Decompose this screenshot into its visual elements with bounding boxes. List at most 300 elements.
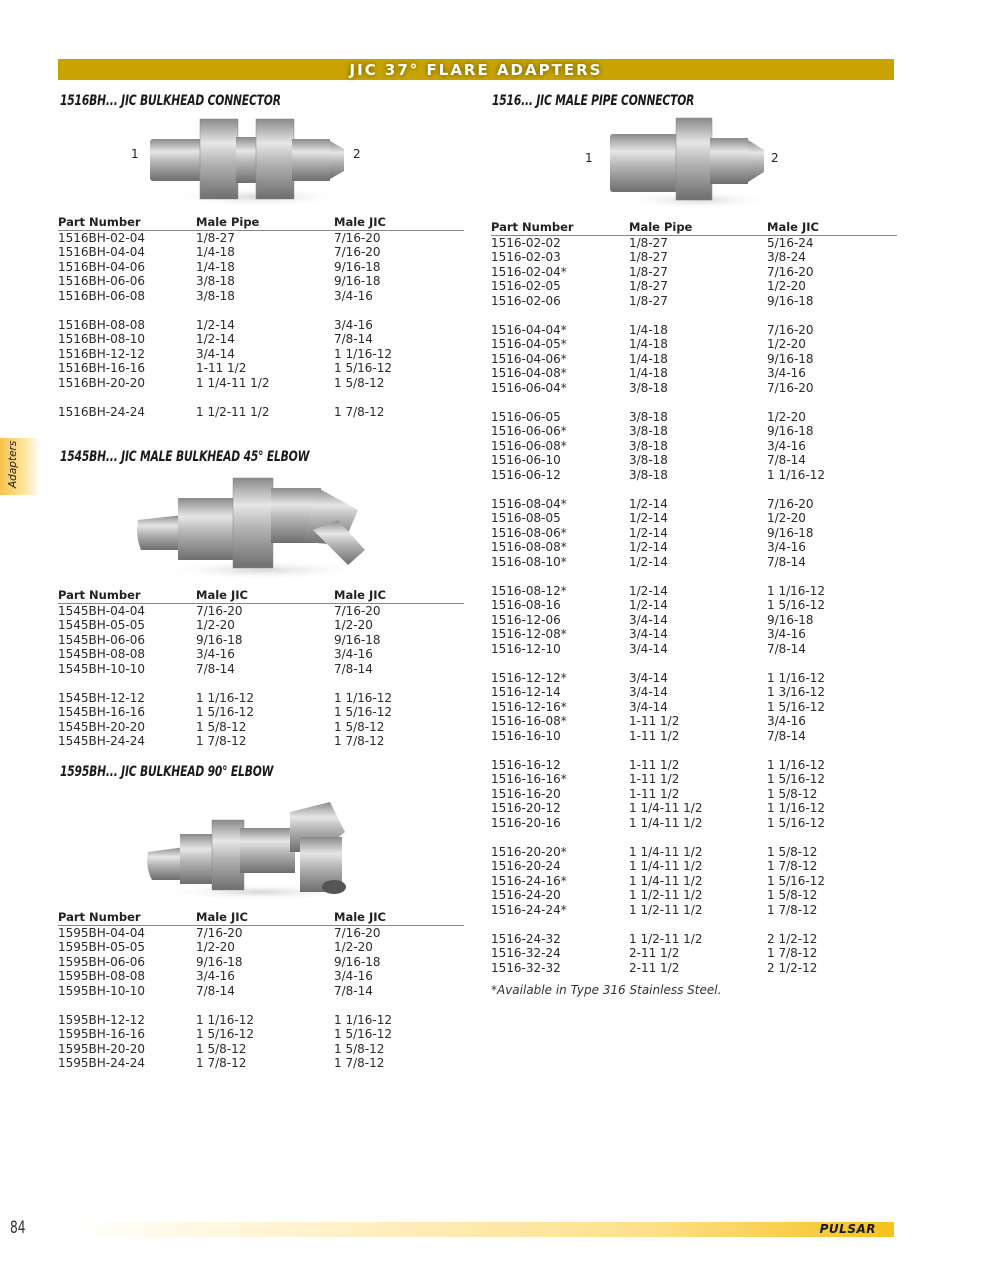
table-row	[58, 662, 464, 677]
size-cell: 1 5/8-12	[334, 1041, 385, 1056]
size-cell: 7/8-14	[196, 661, 235, 676]
part-number-cell: 1516-04-06*	[491, 351, 567, 366]
table-row	[491, 714, 897, 729]
size-cell: 9/16-18	[767, 525, 814, 540]
size-cell: 1-11 1/2	[629, 757, 680, 772]
size-cell: 1/2-20	[767, 409, 806, 424]
size-cell: 1 7/8-12	[334, 404, 385, 419]
part-number-cell: 1595BH-08-08	[58, 969, 145, 983]
size-cell: 1 1/16-12	[196, 1012, 254, 1027]
size-cell: 9/16-18	[334, 954, 381, 969]
table-row	[491, 235, 897, 250]
size-cell: 1 1/16-12	[196, 690, 254, 705]
size-cell: 1 5/16-12	[767, 598, 825, 612]
table-row	[491, 859, 897, 874]
part-number-cell: 1516-20-24	[491, 859, 561, 873]
table-row	[491, 758, 897, 773]
column-header-male-pipe: Male Pipe	[196, 215, 334, 230]
group-spacer	[491, 743, 897, 758]
table-row	[58, 691, 464, 706]
size-cell: 1/2-14	[629, 511, 668, 525]
size-cell: 3/4-14	[629, 699, 668, 714]
size-cell: 3/8-24	[767, 250, 806, 264]
table-row	[58, 633, 464, 648]
size-cell: 1 5/16-12	[334, 361, 392, 375]
part-number-cell: 1516-20-16	[491, 815, 561, 830]
brand-logo: PULSAR	[819, 1222, 876, 1236]
size-cell: 1 1/16-12	[767, 670, 825, 685]
table-body	[58, 230, 464, 419]
table-row	[491, 424, 897, 439]
part-number-cell: 1516-32-32	[491, 960, 561, 975]
size-cell: 7/16-20	[196, 603, 243, 618]
table-row	[58, 245, 464, 260]
size-cell: 9/16-18	[767, 612, 814, 627]
part-number-cell: 1516-12-08*	[491, 627, 567, 641]
part-number-cell: 1545BH-16-16	[58, 705, 145, 719]
stainless-footnote: *Available in Type 316 Stainless Steel.	[491, 983, 722, 997]
group-spacer	[491, 308, 897, 323]
part-number-cell: 1516-12-10	[491, 641, 561, 656]
part-number-cell: 1516BH-08-08	[58, 317, 145, 332]
group-spacer	[58, 676, 464, 691]
size-cell: 1/2-14	[196, 332, 235, 346]
part-number-cell: 1595BH-10-10	[58, 983, 145, 998]
size-cell: 1/4-18	[629, 366, 668, 380]
size-cell: 1 5/8-12	[334, 375, 385, 390]
table-row	[58, 603, 464, 618]
size-cell: 1 5/8-12	[196, 719, 247, 734]
size-cell: 2 1/2-12	[767, 931, 818, 946]
page-title: JIC 37° FLARE ADAPTERS	[349, 60, 603, 79]
part-number-cell: 1516-12-14	[491, 685, 561, 699]
size-cell: 1 5/8-12	[767, 786, 818, 801]
size-cell: 1 7/8-12	[767, 859, 818, 873]
part-number-cell: 1516BH-20-20	[58, 375, 145, 390]
size-cell: 1/8-27	[629, 293, 668, 308]
table-row	[58, 618, 464, 633]
part-number-cell: 1516BH-04-06	[58, 259, 145, 274]
group-spacer	[58, 303, 464, 318]
size-cell: 1/8-27	[629, 264, 668, 279]
part-number-cell: 1516-06-12	[491, 467, 561, 482]
size-cell: 1 1/2-11 1/2	[629, 931, 703, 946]
table-row	[491, 584, 897, 599]
size-cell: 3/4-16	[767, 714, 806, 728]
size-cell: 3/8-18	[629, 409, 668, 424]
section-title-1516bh: 1516BH... JIC BULKHEAD CONNECTOR	[60, 93, 281, 109]
part-number-cell: 1516-06-10	[491, 453, 561, 467]
table-row	[491, 337, 897, 352]
group-spacer	[491, 656, 897, 671]
part-number-cell: 1516-06-08*	[491, 438, 567, 453]
size-cell: 1 1/4-11 1/2	[196, 375, 270, 390]
bulkhead-45-elbow-image	[133, 470, 373, 585]
part-number-cell: 1516-16-08*	[491, 714, 567, 728]
size-cell: 1 1/16-12	[767, 801, 825, 815]
part-number-cell: 1516BH-24-24	[58, 404, 145, 419]
part-number-cell: 1516BH-04-04	[58, 245, 145, 259]
table-row	[491, 352, 897, 367]
size-cell: 7/16-20	[334, 245, 381, 259]
size-cell: 1/8-27	[629, 235, 668, 250]
size-cell: 1/4-18	[196, 245, 235, 259]
size-cell: 1-11 1/2	[629, 772, 680, 786]
table-row	[58, 274, 464, 289]
size-cell: 7/8-14	[767, 641, 806, 656]
size-cell: 3/4-16	[767, 366, 806, 380]
column-header-male-pipe: Male Pipe	[629, 220, 767, 235]
table-row	[491, 526, 897, 541]
table-row	[58, 361, 464, 376]
table-row	[58, 734, 464, 749]
size-cell: 3/4-16	[767, 540, 806, 554]
size-cell: 7/8-14	[334, 983, 373, 998]
size-cell: 9/16-18	[767, 424, 814, 438]
part-number-cell: 1516-16-16*	[491, 772, 567, 786]
bulkhead-connector-image	[148, 115, 348, 210]
table-row	[491, 772, 897, 787]
column-header-part-number: Part Number	[58, 588, 196, 603]
table-row	[491, 250, 897, 265]
size-cell: 1/2-20	[767, 279, 806, 293]
part-number-cell: 1516-16-10	[491, 728, 561, 743]
group-spacer	[491, 830, 897, 845]
part-number-cell: 1545BH-05-05	[58, 618, 145, 632]
column-header-part-number: Part Number	[491, 220, 629, 235]
part-number-cell: 1516-04-04*	[491, 322, 567, 337]
part-number-cell: 1595BH-06-06	[58, 954, 145, 969]
part-number-cell: 1516BH-12-12	[58, 346, 145, 361]
table-row	[491, 845, 897, 860]
size-cell: 1 1/4-11 1/2	[629, 873, 703, 888]
table-row	[491, 613, 897, 628]
size-cell: 3/8-18	[629, 424, 668, 438]
table-row	[58, 260, 464, 275]
size-cell: 1 5/8-12	[334, 719, 385, 734]
size-cell: 1/4-18	[629, 322, 668, 337]
size-cell: 1/2-20	[767, 511, 806, 525]
table-row	[491, 598, 897, 613]
bulkhead-90-elbow-image	[140, 792, 365, 904]
parts-table-1595bh	[58, 910, 464, 1071]
size-cell: 3/4-16	[334, 288, 373, 303]
size-cell: 2-11 1/2	[629, 946, 680, 960]
size-cell: 1/2-14	[629, 583, 668, 598]
size-cell: 9/16-18	[767, 351, 814, 366]
part-number-cell: 1516-02-04*	[491, 264, 567, 279]
size-cell: 9/16-18	[334, 632, 381, 647]
part-number-cell: 1545BH-08-08	[58, 647, 145, 661]
table-row	[491, 642, 897, 657]
table-row	[491, 874, 897, 889]
size-cell: 5/16-24	[767, 235, 814, 250]
table-body	[58, 603, 464, 749]
table-row	[491, 468, 897, 483]
size-cell: 1/2-14	[629, 525, 668, 540]
size-cell: 1 1/4-11 1/2	[629, 801, 703, 815]
table-row	[491, 323, 897, 338]
part-number-cell: 1516-12-06	[491, 612, 561, 627]
table-row	[58, 925, 464, 940]
size-cell: 1 7/8-12	[196, 734, 247, 748]
size-cell: 3/4-14	[629, 641, 668, 656]
table-row	[58, 955, 464, 970]
size-cell: 3/8-18	[196, 288, 235, 303]
size-cell: 7/16-20	[767, 380, 814, 395]
size-cell: 1 1/16-12	[767, 757, 825, 772]
side-tab	[0, 438, 40, 495]
size-cell: 1/2-14	[629, 598, 668, 612]
table-row	[491, 381, 897, 396]
size-cell: 9/16-18	[767, 293, 814, 308]
size-cell: 7/8-14	[196, 983, 235, 998]
section-title-1595bh: 1595BH... JIC BULKHEAD 90° ELBOW	[60, 764, 274, 780]
table-row	[58, 969, 464, 984]
size-cell: 7/8-14	[334, 661, 373, 676]
size-cell: 3/8-18	[196, 274, 235, 288]
size-cell: 7/8-14	[767, 453, 806, 467]
table-row	[58, 230, 464, 245]
part-number-cell: 1516-08-12*	[491, 583, 567, 598]
size-cell: 7/16-20	[334, 925, 381, 940]
size-cell: 1/2-20	[196, 618, 235, 632]
size-cell: 1 5/16-12	[334, 705, 392, 719]
column-header-part-number: Part Number	[58, 215, 196, 230]
part-number-cell: 1516-06-06*	[491, 424, 567, 438]
table-row	[491, 555, 897, 570]
size-cell: 3/4-16	[334, 969, 373, 983]
size-cell: 3/4-16	[767, 438, 806, 453]
size-cell: 1 5/16-12	[767, 815, 825, 830]
size-cell: 7/16-20	[196, 925, 243, 940]
table-row	[491, 265, 897, 280]
part-number-cell: 1516BH-02-04	[58, 230, 145, 245]
part-number-cell: 1516-24-24*	[491, 902, 567, 917]
size-cell: 1/2-14	[629, 496, 668, 511]
size-cell: 1 1/16-12	[767, 467, 825, 482]
table-row	[491, 729, 897, 744]
size-cell: 1/2-14	[629, 540, 668, 554]
size-cell: 3/8-18	[629, 453, 668, 467]
size-cell: 3/4-16	[767, 627, 806, 641]
part-number-cell: 1516-06-04*	[491, 380, 567, 395]
part-number-cell: 1516-08-06*	[491, 525, 567, 540]
part-number-cell: 1516-08-16	[491, 598, 561, 612]
part-number-cell: 1516BH-08-10	[58, 332, 145, 346]
column-header-male-jic: Male JIC	[196, 910, 334, 925]
part-number-cell: 1595BH-24-24	[58, 1056, 145, 1070]
part-number-cell: 1545BH-06-06	[58, 632, 145, 647]
part-number-cell: 1516BH-16-16	[58, 361, 145, 375]
part-number-cell: 1516-08-10*	[491, 554, 567, 569]
size-cell: 7/16-20	[767, 322, 814, 337]
group-spacer	[491, 395, 897, 410]
callout-2: 2	[353, 147, 361, 161]
size-cell: 3/4-14	[629, 670, 668, 685]
part-number-cell: 1516-16-20	[491, 786, 561, 801]
size-cell: 1 1/16-12	[334, 1012, 392, 1027]
table-row	[58, 647, 464, 662]
size-cell: 7/8-14	[767, 554, 806, 569]
size-cell: 3/4-16	[334, 317, 373, 332]
group-spacer	[491, 482, 897, 497]
part-number-cell: 1516-06-05	[491, 409, 561, 424]
part-number-cell: 1595BH-12-12	[58, 1012, 145, 1027]
size-cell: 1 1/4-11 1/2	[629, 815, 703, 830]
size-cell: 3/4-16	[196, 647, 235, 661]
part-number-cell: 1516BH-06-06	[58, 274, 145, 288]
part-number-cell: 1516-08-05	[491, 511, 561, 525]
size-cell: 1 1/2-11 1/2	[629, 902, 703, 917]
size-cell: 3/4-14	[629, 685, 668, 699]
table-row	[58, 318, 464, 333]
size-cell: 1 5/16-12	[767, 699, 825, 714]
size-cell: 1-11 1/2	[629, 714, 680, 728]
group-spacer	[58, 998, 464, 1013]
size-cell: 1 7/8-12	[196, 1056, 247, 1070]
part-number-cell: 1516-24-16*	[491, 873, 567, 888]
size-cell: 1 5/8-12	[196, 1041, 247, 1056]
table-row	[58, 376, 464, 391]
part-number-cell: 1516-12-12*	[491, 670, 567, 685]
table-row	[491, 497, 897, 512]
size-cell: 1/2-20	[767, 337, 806, 351]
parts-table-1516	[491, 220, 897, 975]
group-spacer	[491, 569, 897, 584]
size-cell: 1 5/8-12	[767, 888, 818, 902]
size-cell: 9/16-18	[334, 274, 381, 288]
part-number-cell: 1545BH-20-20	[58, 719, 145, 734]
size-cell: 2 1/2-12	[767, 960, 818, 975]
size-cell: 1/4-18	[629, 351, 668, 366]
size-cell: 1 1/2-11 1/2	[196, 404, 270, 419]
table-row	[491, 787, 897, 802]
size-cell: 1 5/16-12	[334, 1027, 392, 1041]
size-cell: 3/4-14	[629, 612, 668, 627]
side-tab-label: Adapters	[7, 440, 19, 488]
size-cell: 3/8-18	[629, 380, 668, 395]
table-row	[58, 1013, 464, 1028]
size-cell: 9/16-18	[196, 632, 243, 647]
size-cell: 1 7/8-12	[767, 946, 818, 960]
part-number-cell: 1545BH-12-12	[58, 690, 145, 705]
part-number-cell: 1595BH-20-20	[58, 1041, 145, 1056]
page-header-bar	[58, 59, 894, 80]
column-header-male-jic: Male JIC	[196, 588, 334, 603]
column-header-male-jic: Male JIC	[334, 215, 464, 230]
part-number-cell: 1516-20-20*	[491, 844, 567, 859]
group-spacer	[491, 917, 897, 932]
part-number-cell: 1516-04-05*	[491, 337, 567, 351]
size-cell: 1/2-20	[334, 940, 373, 954]
part-number-cell: 1516-08-04*	[491, 496, 567, 511]
table-row	[491, 627, 897, 642]
table-row	[491, 903, 897, 918]
parts-table-1545bh	[58, 588, 464, 749]
part-number-cell: 1545BH-24-24	[58, 734, 145, 748]
size-cell: 1/8-27	[196, 230, 235, 245]
column-header-part-number: Part Number	[58, 910, 196, 925]
part-number-cell: 1516-24-20	[491, 888, 561, 902]
size-cell: 1 1/16-12	[767, 583, 825, 598]
callout-1: 1	[585, 151, 593, 165]
size-cell: 1 7/8-12	[334, 1056, 385, 1070]
size-cell: 1 5/16-12	[196, 1027, 254, 1041]
table-row	[58, 720, 464, 735]
size-cell: 1-11 1/2	[629, 786, 680, 801]
part-number-cell: 1516-02-05	[491, 279, 561, 293]
size-cell: 7/16-20	[334, 603, 381, 618]
size-cell: 7/16-20	[767, 264, 814, 279]
size-cell: 3/8-18	[629, 467, 668, 482]
size-cell: 1 1/4-11 1/2	[629, 859, 703, 873]
size-cell: 1/2-20	[334, 618, 373, 632]
table-row	[58, 1042, 464, 1057]
parts-table-1516bh	[58, 215, 464, 419]
table-row	[491, 801, 897, 816]
size-cell: 1 1/4-11 1/2	[629, 844, 703, 859]
table-row	[58, 1027, 464, 1042]
table-row	[491, 453, 897, 468]
table-row	[491, 439, 897, 454]
group-spacer	[58, 390, 464, 405]
column-header-male-jic: Male JIC	[767, 220, 897, 235]
part-number-cell: 1516-32-24	[491, 946, 561, 960]
table-row	[491, 816, 897, 831]
size-cell: 1/4-18	[196, 259, 235, 274]
size-cell: 9/16-18	[334, 259, 381, 274]
part-number-cell: 1516-24-32	[491, 931, 561, 946]
size-cell: 1 3/16-12	[767, 685, 825, 699]
size-cell: 3/4-16	[196, 969, 235, 983]
size-cell: 1/4-18	[629, 337, 668, 351]
table-row	[58, 289, 464, 304]
part-number-cell: 1516BH-06-08	[58, 288, 145, 303]
size-cell: 1 5/16-12	[196, 705, 254, 719]
table-row	[58, 940, 464, 955]
table-row	[491, 685, 897, 700]
part-number-cell: 1595BH-05-05	[58, 940, 145, 954]
table-row	[491, 961, 897, 976]
part-number-cell: 1516-02-06	[491, 293, 561, 308]
size-cell: 1/8-27	[629, 279, 668, 293]
table-row	[58, 1056, 464, 1071]
table-row	[58, 405, 464, 420]
part-number-cell: 1516-02-03	[491, 250, 561, 264]
part-number-cell: 1516-20-12	[491, 801, 561, 815]
table-row	[491, 279, 897, 294]
table-row	[491, 294, 897, 309]
size-cell: 1 7/8-12	[334, 734, 385, 748]
size-cell: 1 1/2-11 1/2	[629, 888, 703, 902]
part-number-cell: 1595BH-16-16	[58, 1027, 145, 1041]
size-cell: 1 5/8-12	[767, 844, 818, 859]
table-row	[491, 511, 897, 526]
callout-1: 1	[131, 147, 139, 161]
table-row	[491, 410, 897, 425]
size-cell: 1/2-14	[629, 554, 668, 569]
part-number-cell: 1516-08-08*	[491, 540, 567, 554]
table-row	[58, 347, 464, 362]
part-number-cell: 1516-16-12	[491, 757, 561, 772]
table-row	[58, 332, 464, 347]
table-row	[491, 700, 897, 715]
table-row	[491, 946, 897, 961]
size-cell: 3/4-14	[196, 346, 235, 361]
section-title-1516: 1516... JIC MALE PIPE CONNECTOR	[492, 93, 695, 109]
size-cell: 2-11 1/2	[629, 960, 680, 975]
